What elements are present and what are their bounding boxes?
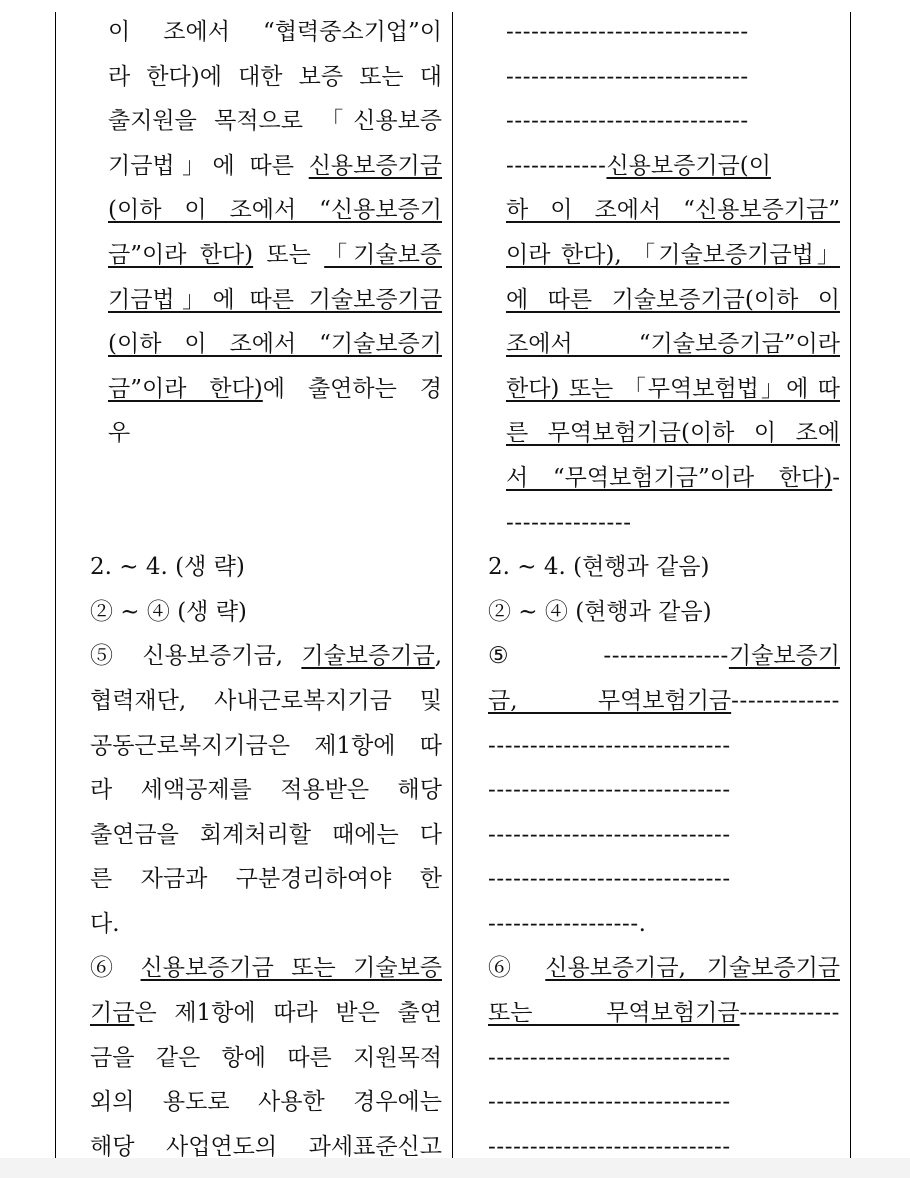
spacer	[90, 501, 442, 546]
text-line	[108, 322, 442, 367]
text-line: 라 한다)에 대한 보증 또는 대	[108, 63, 442, 90]
amended-text: 신용보증기금, 기술보증기금	[545, 955, 840, 982]
unchanged-dashes: -----------------------------	[488, 1089, 731, 1116]
unchanged-dashes: -----------------------------	[488, 821, 731, 848]
text-line	[506, 278, 840, 323]
text-line	[108, 188, 442, 233]
amended-text: 「기술보증	[324, 241, 442, 268]
text-line	[506, 188, 840, 233]
amended-text: 른 무역보험기금(이하 이 조에	[506, 420, 840, 447]
amended-text: 기술보증기	[728, 643, 840, 670]
text-line: 출지원을 목적으로 「신용보증	[108, 108, 442, 135]
text-span: ⑤ 신용보증기금,	[90, 643, 302, 670]
table-border-left	[55, 12, 56, 1158]
unchanged-dashes: -----------------------------	[506, 63, 749, 90]
current-law-column	[90, 10, 442, 1169]
unchanged-dashes: ---------------	[603, 643, 729, 670]
text-span: ⑥	[90, 955, 141, 982]
amended-text: (이하 이 조에서 “기술보증기	[108, 331, 442, 358]
text-line	[108, 367, 442, 412]
text-line: 이 조에서 “협력중소기업”이	[108, 19, 442, 45]
amended-text: 이라 한다), 「기술보증기금법」	[506, 241, 840, 268]
amended-text: 기금법」에 따른 기술보증기금	[108, 286, 442, 313]
text-line	[108, 233, 442, 278]
text-line: 외의 용도로 사용한 경우에는	[90, 1089, 442, 1116]
text-line	[506, 456, 840, 501]
text-line	[108, 278, 442, 323]
unchanged-dashes: ------------	[506, 152, 607, 179]
text-span: ,	[434, 643, 442, 670]
amended-text: 신용보증기금 또는 기술보증	[140, 955, 442, 982]
amended-text: 기금	[90, 1000, 135, 1027]
unchanged-dashes: -----------------------------	[488, 777, 731, 804]
amended-text: 조에서 “기술보증기금”이라	[506, 331, 840, 358]
amended-text: 에 따른 기술보증기금(이하 이	[506, 286, 840, 313]
table-border-right	[850, 12, 851, 1158]
item-2-4: 2. ∼ 4. (생 략)	[90, 554, 245, 581]
text-span: ⑤	[488, 643, 604, 670]
paragraph-5	[90, 634, 442, 679]
text-span: ⑥	[488, 955, 546, 982]
text-line: 른 자금과 구분경리하여야 한	[90, 866, 442, 893]
unchanged-dashes: ------------------.	[488, 910, 647, 937]
text-line	[506, 411, 840, 456]
unchanged-dashes: -	[832, 464, 840, 491]
unchanged-dashes: -----------------------------	[488, 732, 731, 759]
amended-text: (이하 이 조에서 “신용보증기	[108, 197, 442, 224]
table-column-divider	[452, 12, 453, 1158]
text-span: 또는	[253, 241, 325, 268]
unchanged-dashes: -----------------------------	[488, 1044, 731, 1071]
paragraph-6	[488, 946, 840, 991]
text-line: 라 세액공제를 적용받은 해당	[90, 777, 442, 804]
unchanged-dashes: -----------------------------	[506, 108, 749, 135]
unchanged-dashes: -------------	[731, 687, 840, 714]
spacer	[90, 456, 442, 501]
text-line	[488, 679, 840, 724]
item-2-4: 2. ∼ 4. (현행과 같음)	[488, 554, 710, 581]
unchanged-dashes: -----------------------------	[488, 866, 731, 893]
text-line	[506, 233, 840, 278]
text-line: 해당 사업연도의 과세표준신고	[90, 1133, 442, 1160]
amended-text: 하 이 조에서 “신용보증기금”	[506, 197, 840, 224]
amended-text: 서 “무역보험기금”이라 한다)	[506, 464, 833, 491]
paragraph-2-4: ② ∼ ④ (생 략)	[90, 598, 247, 625]
text-line	[108, 144, 442, 189]
text-line: 금을 같은 항에 따른 지원목적	[90, 1044, 442, 1071]
unchanged-dashes: ------------	[739, 1000, 840, 1027]
amended-text: 신용보증기금(이	[606, 152, 771, 179]
amendment-column	[488, 10, 840, 1169]
amended-text: 기술보증기금	[301, 643, 435, 670]
text-span: 기금법」에 따른	[108, 152, 309, 179]
unchanged-dashes: -----------------------------	[506, 19, 749, 45]
text-line: 출연금을 회계처리할 때에는 다	[90, 821, 442, 848]
amended-text: 신용보증기금	[308, 152, 442, 179]
text-line	[506, 322, 840, 367]
amended-text: 또는 무역보험기금	[488, 1000, 740, 1027]
amended-text: 금”이라 한다)	[108, 241, 254, 268]
paragraph-5	[488, 634, 840, 679]
text-line: 다.	[90, 910, 120, 937]
text-line: 공동근로복지기금은 제1항에 따	[90, 732, 442, 759]
text-line	[506, 367, 840, 412]
text-line	[488, 991, 840, 1036]
text-span: 은 제1항에 따라 받은 출연	[134, 1000, 442, 1027]
text-span: 에 출연하는 경	[262, 375, 442, 402]
unchanged-dashes: ---------------	[506, 509, 632, 536]
amended-text: 금, 무역보험기금	[488, 687, 732, 714]
amended-text: 금”이라 한다)	[108, 375, 263, 402]
amended-text: 한다) 또는 「무역보험법」에 따	[506, 375, 840, 402]
paragraph-6	[90, 946, 442, 991]
text-line	[90, 991, 442, 1036]
unchanged-dashes: -----------------------------	[488, 1133, 731, 1160]
text-line	[506, 144, 840, 189]
paragraph-2-4: ② ∼ ④ (현행과 같음)	[488, 598, 712, 625]
text-line: 우	[108, 420, 131, 447]
text-line: 협력재단, 사내근로복지기금 및	[90, 687, 442, 714]
